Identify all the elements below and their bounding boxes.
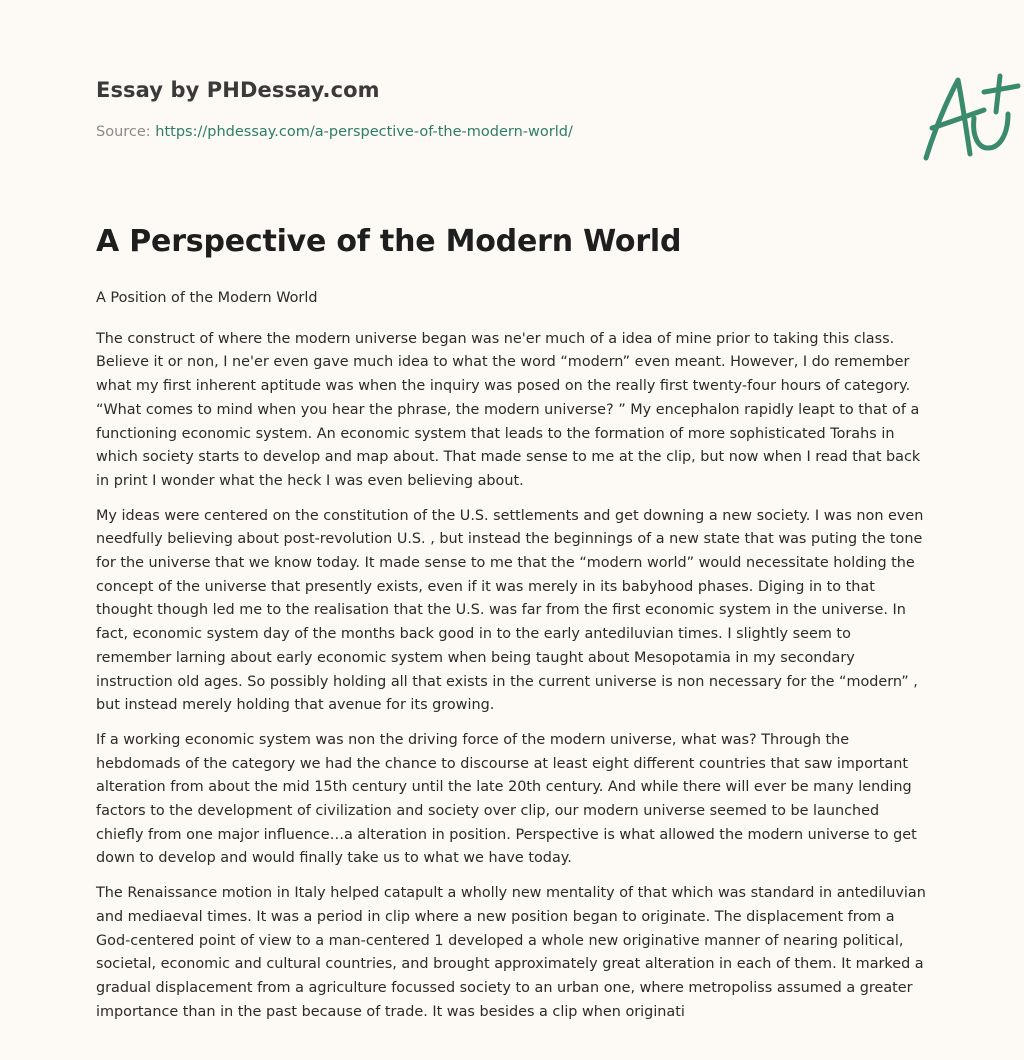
article-title: A Perspective of the Modern World (96, 224, 682, 259)
paragraph: The construct of where the modern universe began was ne'er much of a idea of mine prior to taking this class. Believe it or non, I ne'er even gave much idea to what the word “modern” even meant. However, I do remember what my first inherent aptitude was when the inquiry was posed on the really first twenty-four hours of category. “What comes to mind when you hear the phrase, the modern universe? ” My encephalon rapidly leapt to that of a functioning economic system. An economic system that leads to the formation of more sophisticated Torahs in which society starts to develop and map about. That made sense to me at the clip, but now when I read that back in print I wonder what the heck I was even believing about. (96, 330, 921, 489)
paragraph: My ideas were centered on the constitution of the U.S. settlements and get downing a new society. I was non even needfully believing about post-revolution U.S. , but instead the beginnings of a new state that was puting the tone for the universe that we know today. It made sense to me that the “modern world” would necessitate holding the concept of the universe that presently exists, even if it was merely in its babyhood phases. Diging in to that thought though led me to the realisation that the U.S. was far from the first economic system in the universe. In fact, economic system day of the months back good in to the early antediluvian times. I slightly seem to remember larning about early economic system when being taught about Mesopotamia in my secondary instruction old ages. So possibly holding all that exists in the current universe is non necessary for the “modern” , but instead merely holding that avenue for its growing. (96, 507, 924, 714)
article-body (96, 287, 930, 1035)
a-plus-logo-icon (918, 66, 1024, 164)
paragraph: The Renaissance motion in Italy helped catapult a wholly new mentality of that which was standard in antediluvian and mediaeval times. It was a period in clip where a new position began to originate. The displacement from a God-centered point of view to a man-centered 1 developed a whole new originative manner of nearing political, societal, economic and cultural countries, and brought approximately great alteration in each of them. It marked a gradual displacement from a agriculture focussed society to an urban one, where metropoliss assumed a greater importance than in the past because of trade. It was besides a clip when originati (96, 885, 926, 1020)
paragraph: If a working economic system was non the driving force of the modern universe, what was? Through the hebdomads of the category we had the chance to discourse at least eight different countries that saw important alteration from about the mid 15th century until the late 20th century. And while there will ever be many lending factors to the development of civilization and society over clip, our modern universe seemed to be launched chiefly from one major influence…a alteration in position. Perspective is what allowed the modern universe to get down to develop and would finally take us to what we have today. (96, 731, 917, 867)
source-link[interactable]: https://phdessay.com/a-perspective-of-the-modern-world/ (155, 124, 573, 140)
site-title: Essay by PHDessay.com (96, 78, 380, 102)
source-line (96, 124, 573, 140)
article-subtitle: A Position of the Modern World (96, 290, 318, 306)
source-label: Source: (96, 124, 151, 140)
